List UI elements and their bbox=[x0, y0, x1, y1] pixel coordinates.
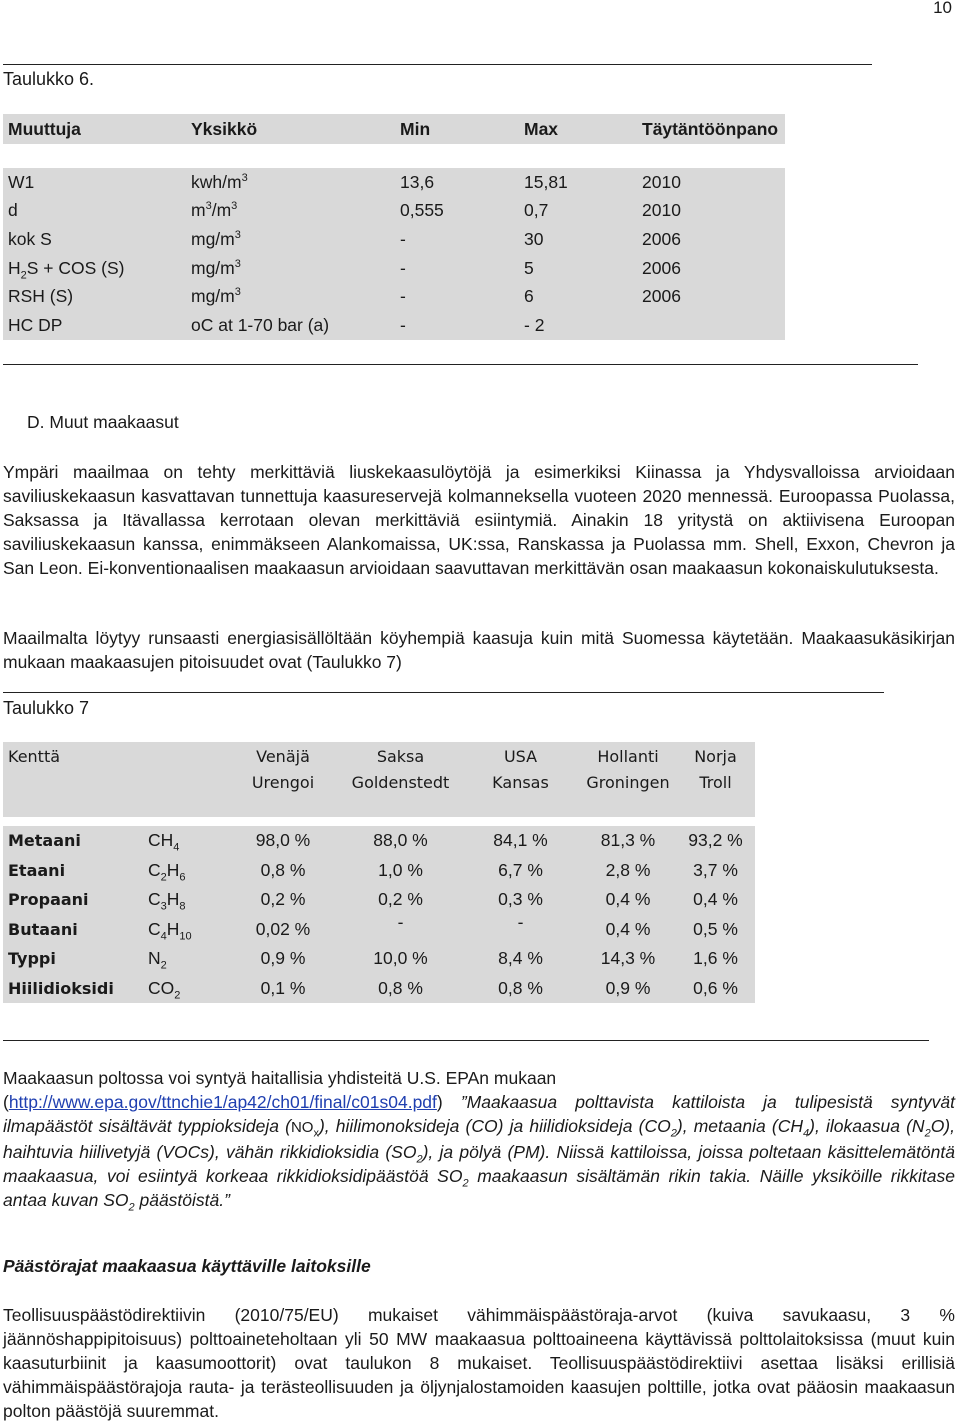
value-cell bbox=[678, 830, 753, 851]
header-spacer bbox=[148, 742, 228, 817]
divider-rule bbox=[3, 364, 918, 365]
quote-text: O), haihtuvia hiilivetyjä (VOCs), vähän rikkidioksidia (SO bbox=[3, 1116, 955, 1162]
value-cell bbox=[463, 889, 578, 910]
value-cell bbox=[463, 948, 578, 969]
unit-sup: 3 bbox=[205, 200, 212, 213]
value-text: 6,7 % bbox=[498, 859, 543, 880]
formula-text: CH bbox=[148, 830, 174, 851]
table7 bbox=[3, 742, 755, 1003]
max-cell: 0,7 bbox=[524, 200, 549, 221]
header-field-name: Kansas bbox=[492, 773, 549, 792]
min-cell: 13,6 bbox=[400, 171, 435, 192]
formula-text: C bbox=[148, 889, 161, 910]
value-text: 0,9 % bbox=[605, 977, 651, 998]
table-row bbox=[3, 254, 785, 283]
var-cell: d bbox=[8, 200, 18, 221]
value-cell bbox=[338, 978, 463, 999]
formula-cell bbox=[148, 889, 228, 913]
table-row bbox=[3, 974, 755, 1004]
header-country: Hollanti bbox=[597, 747, 659, 766]
unit-cell bbox=[186, 286, 395, 307]
unit-cell bbox=[186, 229, 395, 250]
table6-header-cell: Täytäntöönpano bbox=[642, 118, 779, 139]
formula-sub: 2 bbox=[416, 1153, 423, 1166]
value-cell bbox=[338, 889, 463, 910]
unit-text: m bbox=[191, 200, 206, 221]
value-cell bbox=[463, 978, 578, 999]
value-cell bbox=[228, 860, 338, 881]
header-cell bbox=[678, 742, 753, 817]
component-name: Typpi bbox=[8, 949, 56, 969]
formula-sub: 8 bbox=[179, 900, 186, 913]
paragraph: Ympäri maailmaa on tehty merkittäviä liuskekaasulöytöjä ja esimerkiksi Kiinassa ja Yhdysvalloissa arvioidaan saviliuskekaasun kasvattavan tunnettuja kaasureservejä kolmanneksella vuoteen 2020 mennessä. Euroopassa Puolassa, Saksassa ja Itävallassa kerrotaan olevan merkittäviä esiintymiä. Ainakin 18 yritystä on aktiivisena Euroopan saviliuskekaasun kanssa, enimmäkseen Alankomaissa, UK:ssa, Ranskassa ja Puolassa mm. Shell, Exxon, Chevron ja San Leon. Ei-konventionaalisen maakaasun arvioidaan saavuttavan merkittävän osan maakaasun kokonaiskulutuksesta. bbox=[3, 462, 955, 578]
var-cell: HC DP bbox=[8, 314, 63, 335]
table6-header-cell: Min bbox=[400, 118, 431, 139]
var-cell: W1 bbox=[8, 171, 35, 192]
header-field-name: Urengoi bbox=[251, 773, 315, 792]
unit-text: mg/m bbox=[191, 257, 235, 278]
value-text: 81,3 % bbox=[600, 830, 656, 851]
table6-header-row bbox=[3, 114, 785, 144]
header-cell bbox=[338, 742, 463, 817]
value-text: 0,02 % bbox=[255, 918, 311, 939]
formula-text: C bbox=[148, 859, 161, 880]
value-text: 0,8 % bbox=[498, 977, 543, 998]
emission-paragraph: Teollisuuspäästödirektiivin (2010/75/EU) mukaiset vähimmäispäästöraja-arvot (kuiva savukaasu, 3 % jäännöshappipitoisuus) polttoaineteholtaan yli 50 MW maakaasua polttoaineena käyttävissä polttolaitoksissa (muut kuin kaasuturbiinit ja kaasumoottorit) ovat taulukon 8 mukaiset. Teollisuuspäästödirektiivi asettaa lisäksi erillisiä vähimmäispäästörajoja rauta- ja terästeollisuuden ja öljynjalostamoiden kaasujen polttille, jotka ovat pääosin maakaasun polton päästöjä suuremmat. bbox=[3, 1305, 955, 1421]
unit-cell bbox=[186, 172, 395, 193]
header-field-name: Goldenstedt bbox=[351, 773, 450, 792]
header-country: Saksa bbox=[376, 747, 425, 766]
value-cell bbox=[678, 919, 753, 940]
formula-text: N bbox=[148, 948, 161, 969]
year-cell: 2006 bbox=[642, 257, 681, 278]
quote-text: ), hiilimonoksideja (CO) ja hiilidioksideja (CO bbox=[318, 1116, 671, 1136]
table6-caption: Taulukko 6. bbox=[3, 69, 95, 89]
formula-sub: 3 bbox=[160, 900, 167, 913]
divider-rule bbox=[3, 692, 884, 693]
value-cell bbox=[578, 948, 678, 969]
formula-text: H bbox=[166, 918, 180, 939]
value-text: 0,4 % bbox=[693, 889, 738, 910]
year-cell: 2010 bbox=[642, 200, 681, 221]
value-cell bbox=[578, 978, 678, 999]
quote-text: päästöistä.” bbox=[134, 1190, 230, 1210]
formula-sub: 2 bbox=[924, 1127, 931, 1140]
max-cell: - 2 bbox=[524, 314, 545, 335]
component-name: Etaani bbox=[8, 860, 66, 880]
header-cell bbox=[578, 742, 678, 817]
year-cell: 2006 bbox=[642, 286, 681, 307]
value-text: 0,5 % bbox=[693, 918, 738, 939]
value-cell bbox=[228, 978, 338, 999]
value-text: 0,2 % bbox=[260, 889, 306, 910]
min-cell: - bbox=[400, 314, 406, 335]
table-row bbox=[3, 911, 755, 945]
min-cell: - bbox=[400, 257, 406, 278]
quote-text: ), metaania (CH bbox=[676, 1116, 803, 1136]
value-cell bbox=[463, 860, 578, 881]
value-text: 0,8 % bbox=[378, 977, 423, 998]
formula-cell bbox=[148, 918, 228, 943]
table-row bbox=[3, 197, 785, 226]
formula-sub: 2 bbox=[174, 989, 181, 1002]
value-text: - bbox=[517, 911, 524, 932]
var-cell bbox=[3, 257, 186, 282]
link-paren: ( bbox=[3, 1092, 9, 1112]
formula-text: H bbox=[166, 859, 180, 880]
epa-paragraph bbox=[3, 1066, 955, 1212]
header-field-name: Troll bbox=[699, 773, 732, 792]
value-cell bbox=[678, 860, 753, 881]
emission-heading: Päästörajat maakaasua käyttäville laitoksille bbox=[3, 1256, 371, 1276]
min-cell: - bbox=[400, 228, 406, 249]
epa-link[interactable]: http://www.epa.gov/ttnchie1/ap42/ch01/final/c01s04.pdf bbox=[8, 1092, 437, 1112]
value-cell bbox=[463, 911, 578, 940]
value-text: 0,4 % bbox=[605, 889, 651, 910]
value-text: 0,6 % bbox=[693, 977, 738, 998]
formula-cell bbox=[148, 948, 228, 972]
value-cell bbox=[463, 830, 578, 851]
value-text: - bbox=[397, 911, 404, 932]
formula-sub: 2 bbox=[462, 1177, 469, 1190]
value-text: 0,4 % bbox=[605, 918, 651, 939]
unit-cell bbox=[186, 315, 395, 336]
formula-sub: 4 bbox=[160, 930, 167, 943]
epa-intro: Maakaasun poltossa voi syntyä haitallisia yhdisteitä U.S. EPAn mukaan bbox=[3, 1068, 557, 1088]
table-row bbox=[3, 826, 755, 856]
unit-cell bbox=[186, 200, 395, 221]
quote-text: ), ilokaasua (N bbox=[809, 1116, 925, 1136]
value-cell bbox=[338, 948, 463, 969]
value-text: 0,2 % bbox=[378, 889, 423, 910]
max-cell: 5 bbox=[524, 257, 534, 278]
formula-cell bbox=[148, 859, 228, 884]
min-cell: - bbox=[400, 286, 406, 307]
value-text: 0,1 % bbox=[260, 977, 306, 998]
unit-sup: 3 bbox=[234, 257, 241, 270]
quote-text: ), ja pölyä (PM). Niissä kattiloissa, joissa poltetaan käsittelemätöntä maakaasua, voi esiintyä korkeaa rikkidioksidipäästöä SO bbox=[3, 1142, 955, 1186]
max-cell: 6 bbox=[524, 286, 534, 307]
quote-text: maakaasun sisältämän rikin takia. Näille yksiköille rikkitase antaa kuvan SO bbox=[3, 1166, 955, 1210]
table-row bbox=[3, 168, 785, 197]
var-sub: 2 bbox=[20, 269, 27, 282]
value-text: 1,0 % bbox=[378, 859, 423, 880]
var-text: H bbox=[8, 257, 21, 278]
min-cell: 0,555 bbox=[400, 200, 444, 221]
nox-text: NO bbox=[290, 1119, 314, 1136]
formula-text: H bbox=[166, 889, 180, 910]
table6-header-cell: Max bbox=[524, 118, 559, 139]
formula-text: C bbox=[148, 918, 161, 939]
formula-sub: 2 bbox=[160, 871, 167, 884]
header-country: Norja bbox=[694, 747, 737, 766]
year-cell: 2010 bbox=[642, 171, 681, 192]
quote-text: ”Maakaasua polttavista kattiloista ja tulipesistä syntyvät ilmapäästöt sisältävät typpioksideja ( bbox=[3, 1092, 955, 1136]
value-text: 2,8 % bbox=[605, 859, 651, 880]
table-row bbox=[3, 885, 755, 915]
value-text: 14,3 % bbox=[600, 948, 656, 969]
component-name: Propaani bbox=[8, 890, 89, 910]
value-text: 84,1 % bbox=[493, 830, 548, 851]
year-cell: 2006 bbox=[642, 228, 681, 249]
value-cell bbox=[678, 978, 753, 999]
divider-rule bbox=[3, 1040, 929, 1041]
value-cell bbox=[578, 860, 678, 881]
var-cell: RSH (S) bbox=[8, 286, 74, 307]
max-cell: 15,81 bbox=[524, 171, 568, 192]
section-heading: D. Muut maakaasut bbox=[27, 412, 179, 432]
value-cell bbox=[228, 919, 338, 940]
header-field: Kenttä bbox=[8, 747, 61, 766]
unit-sup: 3 bbox=[241, 171, 248, 184]
value-cell bbox=[228, 830, 338, 851]
table-row bbox=[3, 944, 755, 974]
component-name: Hiilidioksidi bbox=[8, 978, 114, 998]
formula-sub: 6 bbox=[179, 871, 186, 884]
var-cell: kok S bbox=[8, 228, 52, 249]
value-text: 88,0 % bbox=[373, 830, 428, 851]
formula-sub: 2 bbox=[128, 1201, 135, 1214]
value-text: 0,9 % bbox=[260, 948, 306, 969]
formula-text: CO bbox=[148, 977, 175, 998]
value-cell bbox=[338, 860, 463, 881]
value-text: 10,0 % bbox=[373, 948, 428, 969]
divider-rule bbox=[3, 64, 872, 65]
table6-header-cell: Yksikkö bbox=[191, 118, 258, 139]
unit-sup: 3 bbox=[234, 229, 241, 242]
formula-sub: 10 bbox=[179, 930, 192, 943]
var-text: S + COS (S) bbox=[26, 257, 125, 278]
value-cell bbox=[578, 830, 678, 851]
table-row bbox=[3, 225, 785, 254]
value-text: 93,2 % bbox=[688, 830, 743, 851]
unit-sup: 3 bbox=[234, 286, 241, 299]
max-cell: 30 bbox=[524, 228, 544, 249]
table7-header-row bbox=[3, 742, 755, 817]
table-row bbox=[3, 311, 785, 340]
header-country: Venäjä bbox=[256, 747, 310, 766]
table6-header-cell: Muuttuja bbox=[8, 118, 81, 139]
header-cell bbox=[228, 742, 338, 817]
formula-sub: 2 bbox=[670, 1127, 677, 1140]
header-cell bbox=[463, 742, 578, 817]
component-name: Butaani bbox=[8, 919, 78, 939]
table-row bbox=[3, 856, 755, 886]
table-row bbox=[3, 282, 785, 311]
value-cell bbox=[338, 830, 463, 851]
unit-text: kwh/m bbox=[191, 171, 242, 192]
value-cell bbox=[578, 919, 678, 940]
header-country: USA bbox=[503, 747, 538, 766]
component-name: Metaani bbox=[8, 831, 81, 851]
unit-text: mg/m bbox=[191, 286, 235, 307]
value-text: 1,6 % bbox=[693, 948, 738, 969]
unit-cell bbox=[186, 258, 395, 279]
formula-cell bbox=[148, 977, 228, 1002]
value-cell bbox=[228, 889, 338, 910]
table7-body bbox=[3, 826, 755, 1003]
unit-text: /m bbox=[211, 200, 232, 221]
value-text: 3,7 % bbox=[693, 859, 738, 880]
value-cell bbox=[678, 948, 753, 969]
value-text: 0,3 % bbox=[498, 889, 543, 910]
formula-sub: 2 bbox=[160, 959, 167, 972]
value-cell bbox=[338, 911, 463, 940]
value-text: 8,4 % bbox=[498, 948, 543, 969]
unit-sup: 3 bbox=[231, 200, 238, 213]
value-cell bbox=[578, 889, 678, 910]
table6 bbox=[3, 114, 785, 340]
unit-text: mg/m bbox=[191, 228, 235, 249]
header-field-name: Groningen bbox=[586, 773, 670, 792]
page-number: 10 bbox=[933, 0, 952, 17]
unit-text: oC at 1-70 bar (a) bbox=[191, 314, 330, 335]
formula-sub: 4 bbox=[803, 1127, 810, 1140]
paragraph: Maailmalta löytyy runsaasti energiasisällöltään köyhempiä kaasuja kuin mitä Suomessa käytetään. Maakaasukäsikirjan mukaan maakaasujen pitoisuudet ovat (Taulukko 7) bbox=[3, 628, 955, 672]
link-paren: ) bbox=[436, 1092, 443, 1112]
value-cell bbox=[678, 889, 753, 910]
value-text: 98,0 % bbox=[255, 830, 311, 851]
value-cell bbox=[228, 948, 338, 969]
nox-sub: x bbox=[313, 1127, 319, 1140]
table7-caption: Taulukko 7 bbox=[3, 698, 90, 718]
formula-sub: 4 bbox=[173, 841, 180, 854]
formula-cell bbox=[148, 830, 228, 854]
value-text: 0,8 % bbox=[260, 859, 306, 880]
